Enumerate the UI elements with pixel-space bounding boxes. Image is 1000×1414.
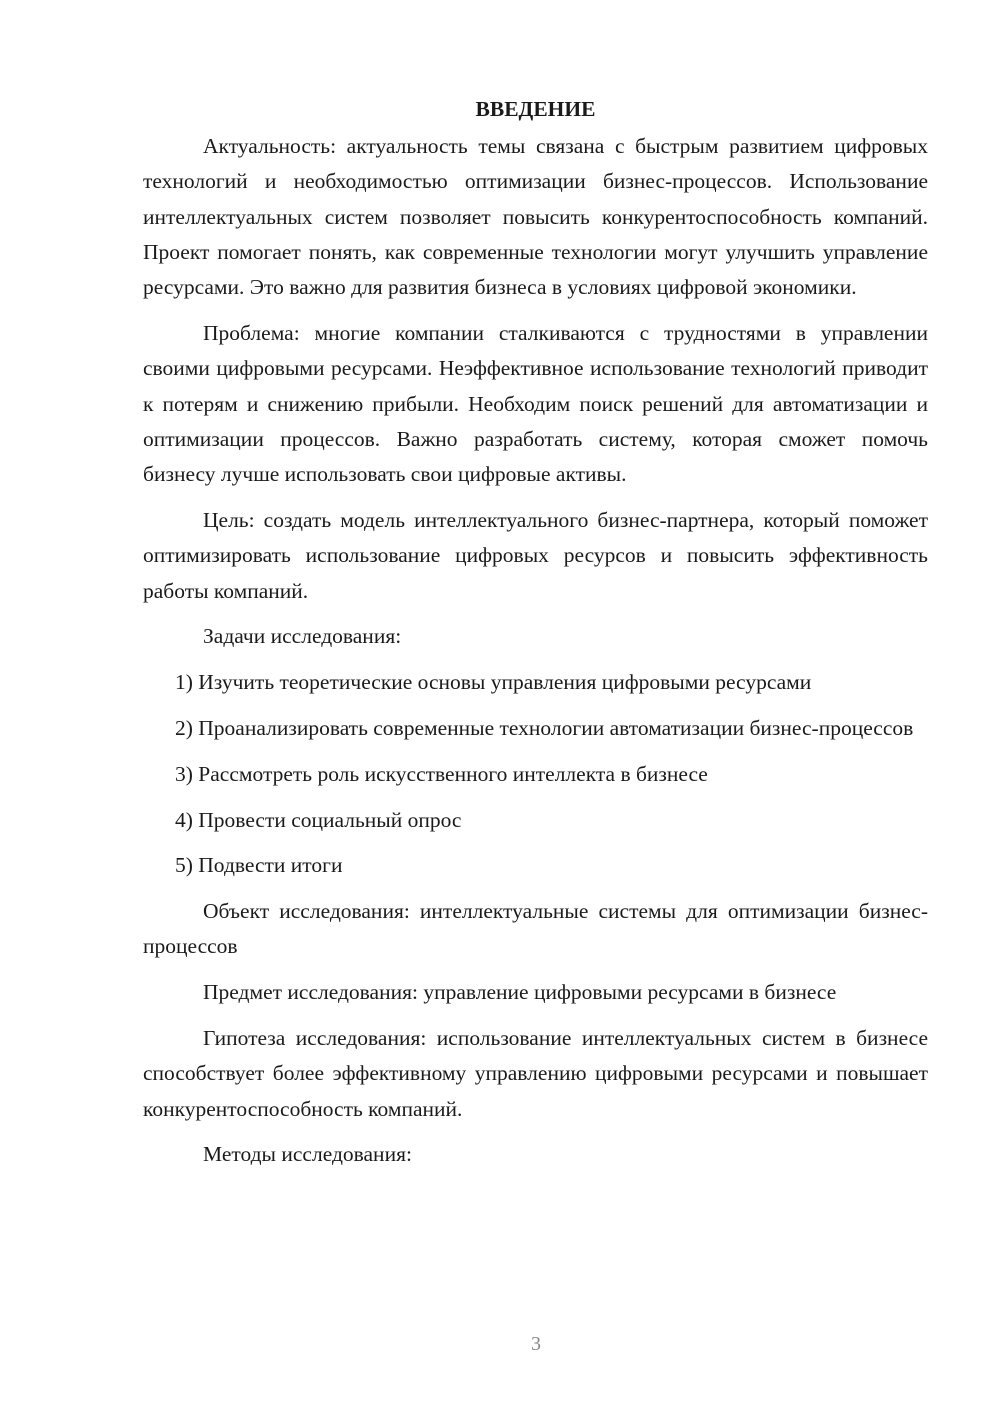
task-item-1: 1) Изучить теоретические основы управления цифровыми ресурсами — [175, 670, 812, 695]
paragraph-subject: Предмет исследования: управление цифровыми ресурсами в бизнесе — [203, 980, 837, 1005]
task-item-4: 4) Провести социальный опрос — [175, 807, 462, 832]
paragraph-tasks-heading: Задачи исследования: — [203, 624, 402, 649]
paragraph-hypothesis: Гипотеза исследования: использование интеллектуальных систем в бизнесе способствует более эффективному управлению цифровыми ресурсами и повышает конкурентоспособность компаний. — [143, 1026, 928, 1121]
document-page — [143, 92, 928, 1183]
paragraph-object: Объект исследования: интеллектуальные системы для оптимизации бизнес-процессов — [143, 899, 928, 959]
paragraph-methods: Методы исследования: — [203, 1142, 412, 1167]
section-title: ВВЕДЕНИЕ — [475, 97, 596, 121]
paragraph-problem: Проблема: многие компании сталкиваются с трудностями в управлении своими цифровыми ресурсами. Неэффективное использование технологий приводит к потерям и снижению прибыли. Необходим поиск решений для автоматизации и оптимизации процессов. Важно разработать систему, которая сможет помочь бизнесу лучше использовать свои цифровые активы. — [143, 320, 928, 487]
paragraph-relevance: Актуальность: актуальность темы связана с быстрым развитием цифровых технологий и необходимостью оптимизации бизнес-процессов. Использование интеллектуальных систем позволяет повысить конкурентоспособность компаний. Проект помогает понять, как современные технологии могут улучшить управление ресурсами. Это важно для развития бизнеса в условиях цифровой экономики. — [143, 134, 928, 300]
task-item-2: 2) Проанализировать современные технологии автоматизации бизнес-процессов — [175, 715, 914, 740]
task-item-3: 3) Рассмотреть роль искусственного интеллекта в бизнесе — [175, 761, 708, 786]
task-item-5: 5) Подвести итоги — [175, 853, 343, 878]
paragraph-goal: Цель: создать модель интеллектуального бизнес-партнера, который поможет оптимизировать использование цифровых ресурсов и повысить эффективность работы компаний. — [143, 507, 928, 603]
page-number: 3 — [531, 1333, 541, 1355]
